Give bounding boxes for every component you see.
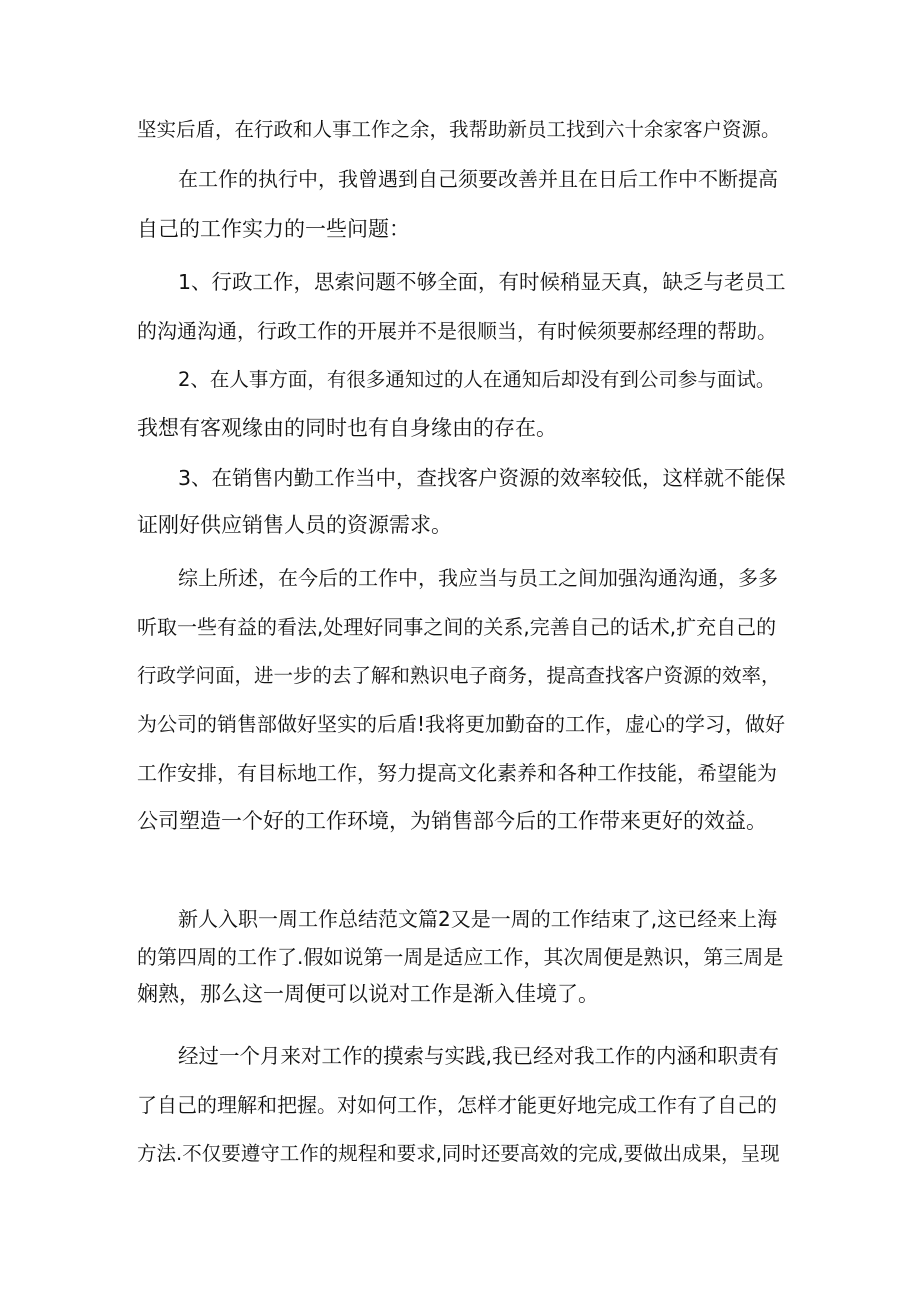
text-line: 我想有客观缘由的同时也有自身缘由的存在。 bbox=[137, 416, 557, 440]
text-line: 听取一些有益的看法,处理好同事之间的关系,完善自己的话术,扩充自己的 bbox=[137, 615, 777, 639]
text-line: 自己的工作实力的一些问题： bbox=[137, 217, 410, 241]
text-line: 为公司的销售部做好坚实的后盾!我将更加勤奋的工作，虚心的学习，做好 bbox=[137, 712, 786, 736]
text-line: 在工作的执行中，我曾遇到自己须要改善并且在日后工作中不断提高 bbox=[178, 167, 778, 191]
text-line: 了自己的理解和把握。对如何工作，怎样才能更好地完成工作有了自己的 bbox=[137, 1093, 777, 1117]
text-line: 经过一个月来对工作的摸索与实践,我已经对我工作的内涵和职责有 bbox=[178, 1044, 780, 1068]
text-line: 证刚好供应销售人员的资源需求。 bbox=[137, 513, 452, 537]
text-line: 坚实后盾，在行政和人事工作之余，我帮助新员工找到六十余家客户资源。 bbox=[137, 118, 781, 141]
text-line: 的沟通沟通，行政工作的开展并不是很顺当，有时候须要郝经理的帮助。 bbox=[137, 319, 777, 343]
text-line: 的第四周的工作了.假如说第一周是适应工作，其次周便是熟识，第三周是 bbox=[137, 945, 784, 969]
text-line: 公司塑造一个好的工作环境，为销售部今后的工作带来更好的效益。 bbox=[137, 809, 767, 833]
text-line: 工作安排，有目标地工作，努力提高文化素养和各种工作技能，希望能为 bbox=[137, 761, 777, 785]
text-line: 行政学问面，进一步的去了解和熟识电子商务，提高查找客户资源的效率， bbox=[137, 664, 781, 687]
text-line: 方法.不仅要遵守工作的规程和要求,同时还要高效的完成,要做出成果，呈现 bbox=[137, 1142, 780, 1165]
text-line: 1、行政工作，思索问题不够全面，有时候稍显天真，缺乏与老员工 bbox=[178, 270, 786, 294]
text-line: 3、在销售内勤工作当中，查找客户资源的效率较低，这样就不能保 bbox=[178, 466, 786, 490]
text-line: 娴熟，那么这一周便可以说对工作是渐入佳境了。 bbox=[137, 982, 599, 1006]
text-line: 综上所述，在今后的工作中，我应当与员工之间加强沟通沟通，多多 bbox=[178, 566, 778, 590]
text-line: 新人入职一周工作总结范文篇2又是一周的工作结束了,这已经来上海 bbox=[178, 907, 778, 931]
text-line: 2、在人事方面，有很多通知过的人在通知后却没有到公司参与面试。 bbox=[178, 368, 776, 391]
